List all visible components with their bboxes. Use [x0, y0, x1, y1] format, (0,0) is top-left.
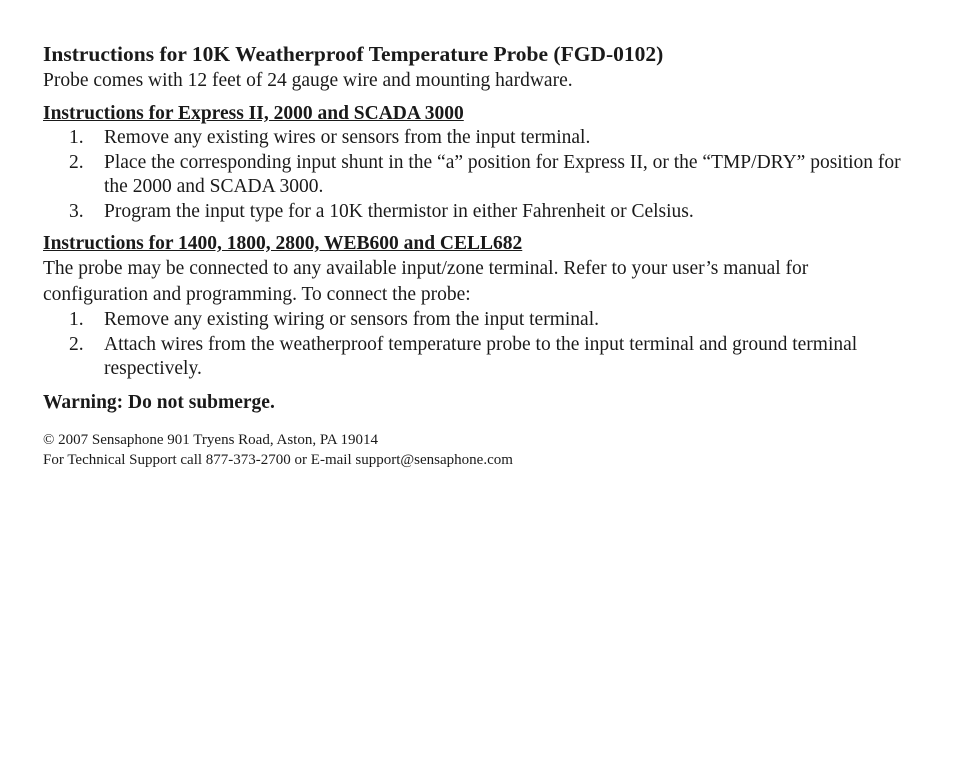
section-express	[43, 102, 913, 224]
step-text: Remove any existing wires or sensors from the input terminal.	[104, 127, 591, 148]
steps-list	[43, 126, 913, 224]
instruction-document	[43, 40, 913, 470]
warning-text: Warning: Do not submerge.	[43, 391, 275, 413]
step-text: Attach wires from the weatherproof temperature probe to the input terminal and ground terminal respectively.	[104, 333, 858, 379]
step-text: Program the input type for a 10K thermistor in either Fahrenheit or Celsius.	[104, 200, 694, 222]
section-web600	[43, 232, 913, 382]
copyright-line: © 2007 Sensaphone 901 Tryens Road, Aston, PA 19014	[43, 431, 379, 448]
list-item	[43, 333, 913, 382]
step-number: 2.	[69, 333, 84, 355]
step-text: Place the corresponding input shunt in the “a” position for Express II, or the “TMP/DRY” position for the 2000 and SCADA 3000.	[104, 151, 901, 197]
intro-text: Probe comes with 12 feet of 24 gauge wire and mounting hardware.	[43, 70, 573, 91]
steps-list	[43, 308, 913, 382]
step-text: Remove any existing wiring or sensors from the input terminal.	[104, 309, 599, 330]
step-number: 2.	[69, 151, 84, 173]
section-heading: Instructions for Express II, 2000 and SCADA 3000	[43, 103, 464, 124]
section-paragraph: The probe may be connected to any available input/zone terminal. Refer to your user’s manual for configuration and programming. To connect the probe:	[43, 258, 809, 305]
step-number: 3.	[69, 200, 84, 222]
step-number: 1.	[69, 309, 84, 330]
step-number: 1.	[69, 127, 84, 148]
list-item	[43, 126, 913, 151]
document-title: Instructions for 10K Weatherproof Temperature Probe (FGD-0102)	[43, 42, 664, 66]
list-item	[43, 200, 913, 225]
support-line: For Technical Support call 877-373-2700 or E-mail support@sensaphone.com	[43, 451, 513, 468]
list-item	[43, 308, 913, 333]
section-heading: Instructions for 1400, 1800, 2800, WEB600 and CELL682	[43, 233, 523, 254]
list-item	[43, 151, 913, 200]
